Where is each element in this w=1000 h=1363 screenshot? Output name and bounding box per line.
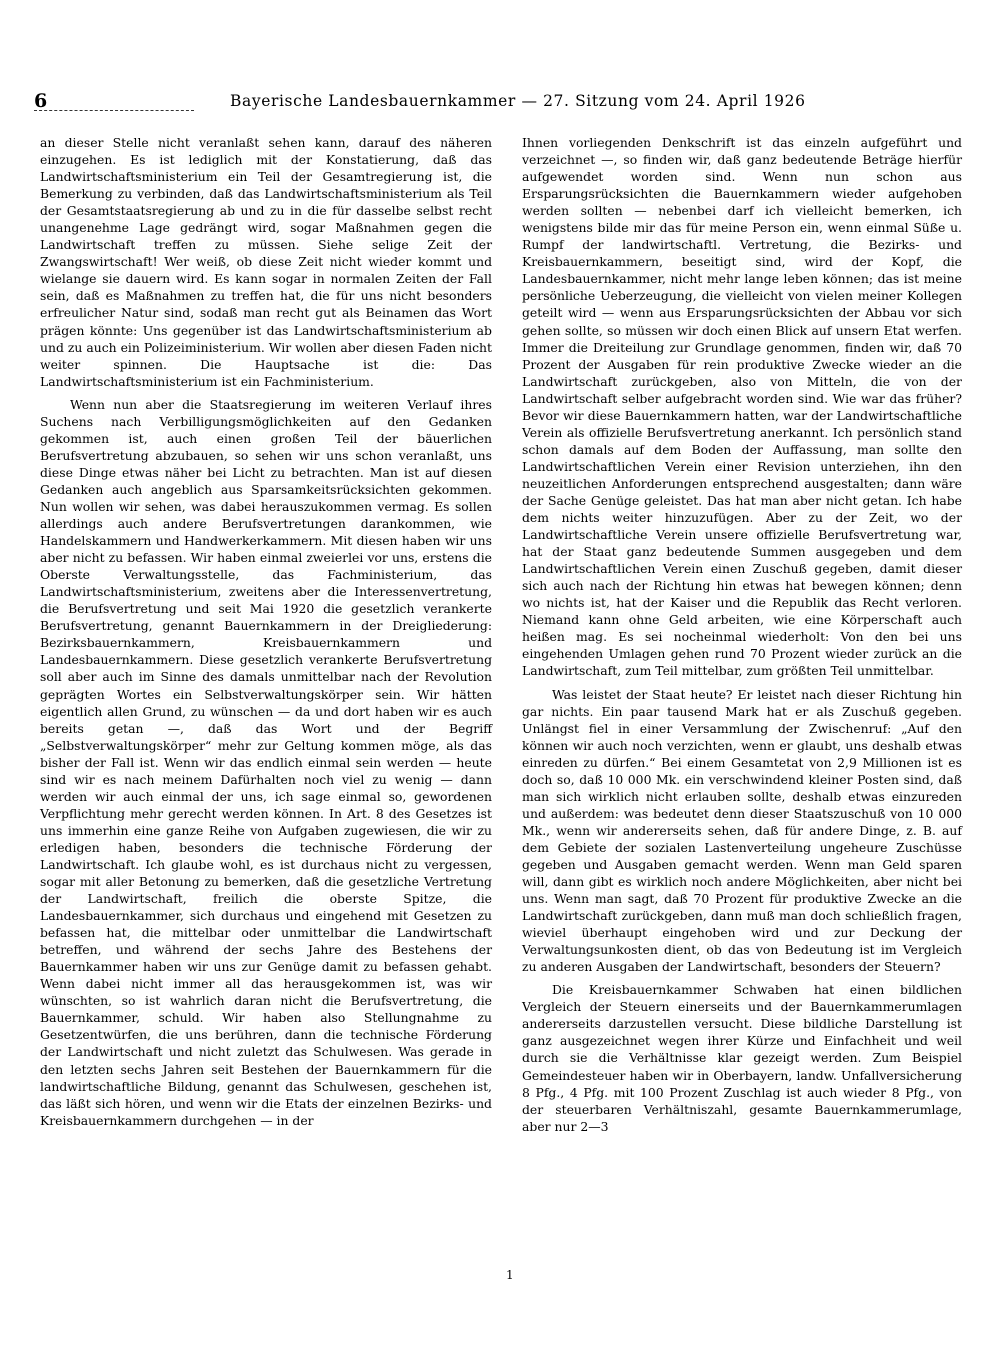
left-column (40, 134, 492, 1129)
paragraph: Die Kreisbauernkammer Schwaben hat einen bildlichen Vergleich der Steuern einerseits und der Bauernkammerumlagen andererseits darzustellen versucht. Diese bildliche Darstellung ist ganz ausgezeichnet wegen ihrer Kürze und Einfachheit und weil durch sie die Verhältnisse klar gezeigt werden. Zum Beispiel Gemeindesteuer haben wir in Oberbayern, landw. Unfallversicherung 8 Pfg., 4 Pfg. mit 100 Prozent Zuschlag ist auch wieder 8 Pfg., von der steuerbaren Verhältniszahl, gesamte Bauernkammerumlage, aber nur 2—3 (522, 982, 962, 1134)
paragraph: Wenn nun aber die Staatsregierung im weiteren Verlauf ihres Suchens nach Verbilligungsmöglichkeiten auf den Gedanken gekommen ist, auch einen großen Teil der bäuerlichen Berufsvertretung abzubauen, so sehen wir uns schon veranlaßt, uns diese Dinge etwas näher bei Licht zu betrachten. Man ist auf diesen Gedanken auch angeblich aus Sparsamkeitsrücksichten gekommen. Nun wollen wir sehen, was dabei herauszukommen vermag. Es sollen allerdings auch andere Berufsvertretungen darankommen, wie Handelskammern und Handwerkerkammern. Mit diesen haben wir uns aber nicht zu befassen. Wir haben einmal zweierlei vor uns, erstens die Oberste Verwaltungsstelle, das Fachministerium, das Landwirtschaftsministerium, zweitens aber die Interessenvertretung, die Berufsvertretung und seit Mai 1920 die gesetzlich verankerte Berufsvertretung, genannt Bauernkammern in der Dreigliederung: Bezirksbauernkammern, Kreisbauernkammern und Landesbauernkammern. Diese gesetzlich verankerte Berufsvertretung soll aber auch im Sinne des damals unmittelbar nach der Revolution geprägten Wortes ein Selbstverwaltungskörper sein. Wir hätten eigentlich allen Grund, zu wünschen — da und dort haben wir es auch bereits getan —, daß das Wort und der Begriff „Selbstverwaltungskörper“ mehr zur Geltung kommen möge, als das bisher der Fall ist. Wenn wir das endlich einmal sein werden — heute sind wir es nach meinem Dafürhalten noch viel zu wenig — dann werden wir auch einmal der uns, ich sage einmal so, gewordenen Verpflichtung mehr gerecht werden können. In Art. 8 des Gesetzes ist uns immerhin eine ganze Reihe von Aufgaben zugewiesen, die wir zu erledigen haben, besonders die technische Förderung der Landwirtschaft. Ich glaube wohl, es ist durchaus nicht zu vergessen, sogar mit aller Betonung zu bemerken, daß die gesetzliche Vertretung der Landwirtschaft, freilich die oberste Spitze, die Landesbauernkammer, sich durchaus und eingehend mit Gesetzen zu befassen hat, die mittelbar oder unmittelbar die Landwirtschaft betreffen, und während der sechs Jahre des Bestehens der Bauernkammer haben wir uns zur Genüge damit zu befassen gehabt. Wenn dabei nicht immer all das herausgekommen ist, was wir wünschten, so ist wahrlich daran nicht die Berufsvertretung, die Bauernkammer, schuld. Wir haben also Stellungnahme zu Gesetzentwürfen, die uns berühren, dann die technische Förderung der Landwirtschaft und nicht zuletzt das Schulwesen. Was gerade in den letzten sechs Jahren seit Bestehen der Bauernkammern für die landwirtschaftliche Bildung, genannt das Schulwesen, geschehen ist, das läßt sich hören, und wenn wir die Etats der einzelnen Bezirks- und Kreisbauernkammern durchgehen — in der (40, 396, 492, 1128)
paragraph: Was leistet der Staat heute? Er leistet nach dieser Richtung hin gar nichts. Ein paar tausend Mark hat er als Zuschuß gegeben. Unlängst fiel in einer Versammlung der Zwischenruf: „Auf den können wir auch noch verzichten, wenn er glaubt, uns deshalb etwas einreden zu dürfen.“ Bei einem Gesamtetat von 2,9 Millionen ist es doch so, daß 10 000 Mk. ein verschwindend kleiner Posten sind, daß man sich wirklich nicht erlauben sollte, deshalb etwas einzureden und außerdem: was bedeutet denn dieser Staatszuschuß von 10 000 Mk., wenn wir andererseits sehen, daß für andere Dinge, z. B. auf dem Gebiete der sozialen Lastenverteilung ungeheure Zuschüsse gegeben und Ausgaben gemacht werden. Wenn man Geld sparen will, dann gibt es wirklich noch andere Möglichkeiten, aber nicht bei uns. Wenn man sagt, daß 70 Prozent für produktive Zwecke an die Landwirtschaft zurückgeben, dann muß man doch schließlich fragen, wieviel überhaupt eingehoben wird und zur Deckung der Verwaltungsunkosten dient, ob das von Bedeutung ist im Vergleich zu anderen Ausgaben der Landwirtschaft, besonders der Steuern? (522, 686, 962, 975)
paragraph: Ihnen vorliegenden Denkschrift ist das einzeln aufgeführt und verzeichnet —, so finden wir, daß ganz bedeutende Beträge hierfür aufgewendet worden sind. Wenn nun schon aus Ersparungsrücksichten die Bauernkammern wieder aufgehoben werden sollten — nebenbei darf ich vielleicht bemerken, ich wenigstens bilde mir das für meine Person ein, wenn einmal Süße u. Rumpf der landwirtschaftl. Vertretung, die Bezirks- und Kreisbauernkammern, beseitigt sind, wird der Kopf, die Landesbauernkammer, nicht mehr lange leben können; das ist meine persönliche Ueberzeugung, die vielleicht von vielen meiner Kollegen geteilt wird — wenn aus Ersparungsrücksichten der Abbau vor sich gehen sollte, so müssen wir doch einen Blick auf unsern Etat werfen. Immer die Dreiteilung zur Grundlage genommen, finden wir, daß 70 Prozent der Ausgaben für rein produktive Zwecke wieder an die Landwirtschaft zurückgeben, also von Mitteln, die von der Landwirtschaft selber aufgebracht worden sind. Wie war das früher? Bevor wir diese Bauernkammern hatten, war der Landwirtschaftliche Verein als offizielle Berufsvertretung anerkannt. Ich persönlich stand schon damals auf dem Boden der Auffassung, man sollte den Landwirtschaftlichen Verein einer Revision unterziehen, ihn den neuzeitlichen Anforderungen entsprechend ausgestalten; dann wäre der Sache Genüge geleistet. Das hat man aber nicht getan. Ich habe dem nichts weiter hinzuzufügen. Aber zu der Zeit, wo der Landwirtschaftliche Verein unsere offizielle Berufsvertretung war, hat der Staat ganz bedeutende Summen ausgegeben und dem Landwirtschaftlichen Verein einen Zuschuß gegeben, damit dieser sich auch nach der Richtung hin etwas hat bewegen können; denn wo nichts ist, hat der Kaiser und die Republik das Recht verloren. Niemand kann ohne Geld arbeiten, wie eine Körperschaft auch heißen mag. Es sei nocheinmal wiederholt: Von den bei uns eingehenden Umlagen gehen rund 70 Prozent wieder zurück an die Landwirtschaft, zum Teil mittelbar, zum größten Teil unmittelbar. (522, 135, 962, 679)
footer-mark: 1 (506, 1268, 514, 1282)
page-number: 6 (34, 90, 48, 112)
running-title: Bayerische Landesbauernkammer — 27. Sitzung vom 24. April 1926 (230, 92, 806, 110)
right-column (522, 134, 962, 1135)
header-rule (34, 110, 194, 111)
page-header (34, 90, 964, 114)
paragraph: an dieser Stelle nicht veranlaßt sehen kann, darauf des näheren einzugehen. Es ist lediglich mit der Konstatierung, daß das Landwirtschaftsministerium ein Teil der Gesamtregierung ist, die Bemerkung zu verbinden, daß das Landwirtschaftsministerium als Teil der Gesamtstaatsregierung ab und zu in die für dasselbe selbst recht unangenehme Lage gedrängt wird, sogar Maßnahmen gegen die Landwirtschaft treffen zu müssen. Siehe selige Zeit der Zwangswirtschaft! Wer weiß, ob diese Zeit nicht wieder kommt und wielange sie dauern wird. Es kann sogar in normalen Zeiten der Fall sein, daß es Maßnahmen zu treffen hat, die für uns nicht besonders erfreulicher Natur sind, sodaß man recht gut als Beinamen das Wort prägen könnte: Uns gegenüber ist das Landwirtschaftsministerium ab und zu auch ein Polizeiministerium. Wir wollen aber diesen Faden nicht weiter spinnen. Die Hauptsache ist die: Das Landwirtschaftsministerium ist ein Fachministerium. (40, 135, 492, 389)
